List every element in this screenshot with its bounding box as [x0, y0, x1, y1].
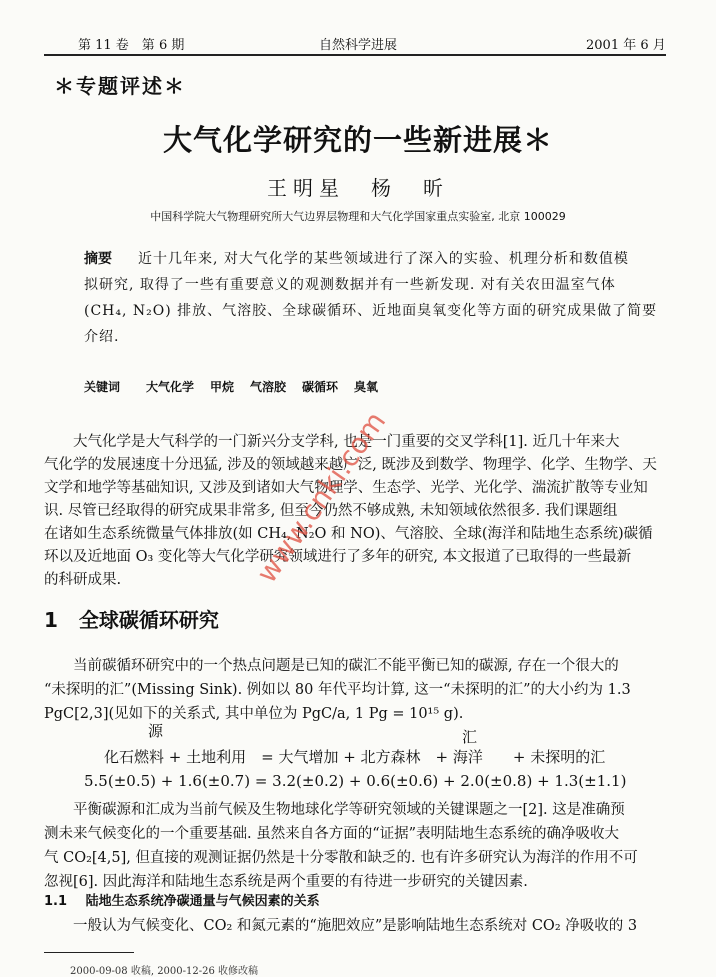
- abstract-label: 摘要: [84, 251, 112, 267]
- keyword: 甲烷: [210, 380, 235, 394]
- abstract-line: (CH₄, N₂O) 排放、气溶胶、全球碳循环、近地面臭氧变化等方面的研究成果做了简要: [84, 303, 658, 319]
- equation-sink-label: 汇: [462, 728, 478, 746]
- footnote: 2000-09-08 收稿, 2000-12-26 收修改稿: [70, 966, 259, 977]
- section-title: 全球碳循环研究: [78, 608, 219, 632]
- paper-title: 大气化学研究的一些新进展＊: [162, 123, 553, 157]
- equation-terms: 化石燃料 + 土地利用 = 大气增加 + 北方森林 + 海洋 + 未探明的汇: [104, 748, 606, 766]
- intro-line: 气化学的发展速度十分迅猛, 涉及的领域越来越广泛, 既涉及到数学、物理学、化学、生物学、天: [44, 457, 657, 473]
- subsection-line: 一般认为气候变化、CO₂ 和氮元素的“施肥效应”是影响陆地生态系统对 CO₂ 净吸收的 3: [44, 918, 638, 934]
- keyword: 碳循环: [302, 380, 339, 394]
- header-rule: [44, 54, 666, 56]
- section-line: 测未来气候变化的一个重要基础. 虽然来自各方面的“证据”表明陆地生态系统的确净吸收大: [44, 826, 620, 842]
- section-line: 气 CO₂[4,5], 但直接的观测证据仍然是十分零散和缺乏的. 也有许多研究认为海洋的作用不可: [44, 850, 638, 866]
- abstract-line: 拟研究, 取得了一些有重要意义的观测数据并有一些新发现. 对有关农田温室气体: [84, 277, 616, 293]
- abstract-line: 介绍.: [84, 329, 120, 345]
- intro-line: 环以及近地面 O₃ 变化等大气化学研究领域进行了多年的研究, 本文报道了已取得的一些最新: [44, 549, 632, 565]
- header-volume: 第 11 卷 第 6 期: [78, 38, 185, 53]
- section-heading: [44, 604, 219, 633]
- header-journal: 自然科学进展: [318, 38, 397, 53]
- section-number: 1: [44, 608, 58, 632]
- watermark-text: www.cnki.com: [250, 405, 393, 589]
- keyword: 气溶胶: [250, 380, 287, 394]
- column-label: ＊专题评述＊: [54, 74, 186, 98]
- affiliation: 中国科学院大气物理研究所大气边界层物理和大气化学国家重点实验室, 北京 100029: [150, 210, 566, 223]
- intro-line: 大气化学是大气科学的一门新兴分支学科, 也是一门重要的交叉学科[1]. 近几十年来大: [44, 434, 620, 450]
- authors: 王明星 杨 昕: [267, 176, 449, 200]
- subsection-title: 陆地生态系统净碳通量与气候因素的关系: [85, 894, 320, 909]
- abstract-line: 近十几年来, 对大气化学的某些领域进行了深入的实验、机理分析和数值模: [138, 251, 629, 267]
- section-line: PgC[2,3](见如下的关系式, 其中单位为 PgC/a, 1 Pg = 10¹⁵ g).: [44, 706, 464, 722]
- intro-line: 的科研成果.: [44, 572, 122, 588]
- footnote-rule: [44, 952, 134, 953]
- keywords-label: 关键词: [84, 380, 121, 394]
- subsection-heading: [44, 890, 320, 909]
- section-line: 忽视[6]. 因此海洋和陆地生态系统是两个重要的有待进一步研究的关键因素.: [44, 874, 528, 890]
- intro-line: 识. 尽管已经取得的研究成果非常多, 但至今仍然不够成熟, 未知领域依然很多. 我们课题组: [44, 503, 618, 519]
- section-line: 当前碳循环研究中的一个热点问题是已知的碳汇不能平衡已知的碳源, 存在一个很大的: [44, 658, 619, 674]
- section-line: “未探明的汇”(Missing Sink). 例如以 80 年代平均计算, 这一“未探明的汇”的大小约为 1.3: [44, 682, 631, 698]
- intro-line: 文学和地学等基础知识, 又涉及到诸如大气物理学、生态学、光学、光化学、湍流扩散等专业知: [44, 480, 648, 496]
- equation-source-label: 源: [148, 722, 164, 740]
- keyword: 大气化学: [146, 380, 195, 394]
- intro-line: 在诸如生态系统微量气体排放(如 CH₄, N₂O 和 NO)、气溶胶、全球(海洋和陆地生态系统)碳循: [44, 526, 653, 542]
- section-line: 平衡碳源和汇成为当前气候及生物地球化学等研究领域的关键课题之一[2]. 这是准确预: [44, 802, 625, 818]
- equation-values: 5.5(±0.5) + 1.6(±0.7) = 3.2(±0.2) + 0.6(±0.6) + 2.0(±0.8) + 1.3(±1.1): [84, 772, 627, 790]
- subsection-number: 1.1: [44, 894, 68, 909]
- header-date: 2001 年 6 月: [586, 38, 666, 53]
- keyword: 臭氧: [354, 380, 379, 394]
